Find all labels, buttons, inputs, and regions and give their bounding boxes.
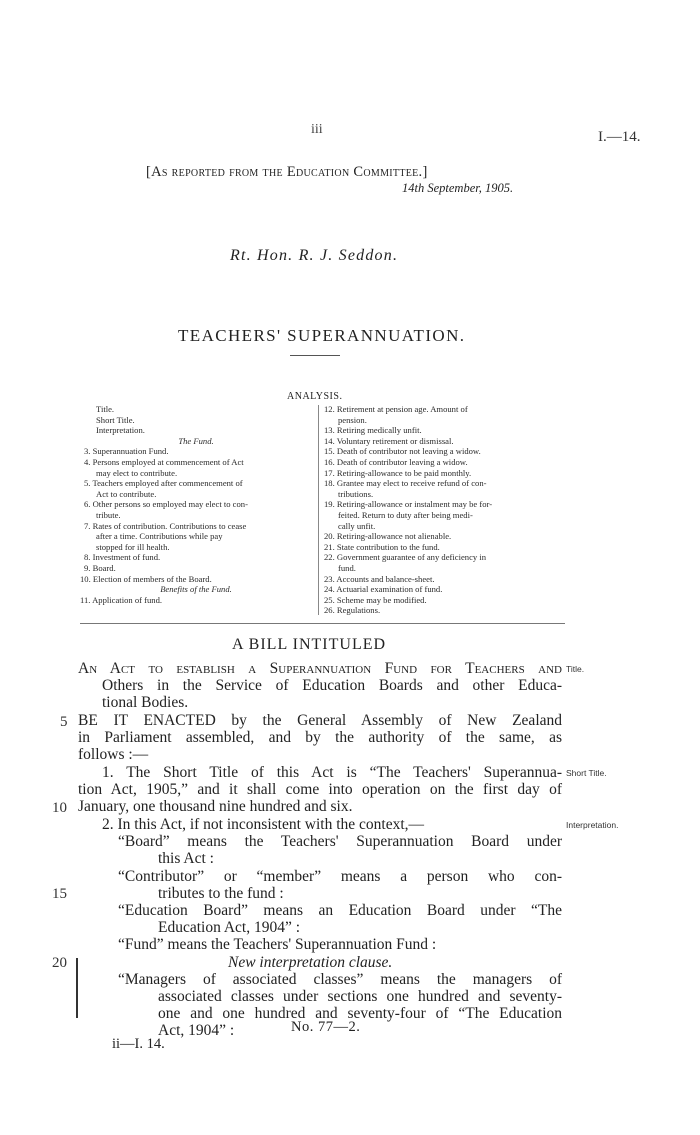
- line-number: 20: [52, 955, 67, 971]
- definition-line: “Education Board” means an Education Board under “The: [118, 902, 562, 920]
- sponsor-name: Rt. Hon. R. J. Seddon.: [230, 247, 399, 264]
- definition-line: one and one hundred and seventy-four of “The Education: [158, 1005, 562, 1023]
- analysis-entry: tribute.: [96, 509, 121, 520]
- preamble-line: Others in the Service of Education Boards and other Educa-: [102, 677, 562, 695]
- analysis-entry: 15. Death of contributor not leaving a widow.: [324, 446, 481, 457]
- line-number: 10: [52, 800, 67, 816]
- preamble-line: An Act to establish a Superannuation Fund for Teachers and: [78, 660, 562, 677]
- analysis-entry: 23. Accounts and balance-sheet.: [324, 573, 435, 584]
- footer-reference: ii—I. 14.: [112, 1036, 165, 1052]
- analysis-right-column: [324, 404, 564, 616]
- analysis-entry: 7. Rates of contribution. Contributions to cease: [84, 520, 247, 531]
- preamble: [78, 660, 562, 712]
- analysis-entry: cally unfit.: [338, 520, 376, 531]
- analysis-entry: fund.: [338, 562, 356, 573]
- margin-note-interpretation: Interpretation.: [566, 820, 619, 830]
- bill-heading: A BILL INTITULED: [232, 636, 387, 653]
- definition-line: “Fund” means the Teachers' Superannuation Fund :: [118, 936, 437, 954]
- preamble-line: tional Bodies.: [102, 694, 189, 712]
- analysis-entry: 11. Application of fund.: [80, 594, 163, 605]
- analysis-entry: 22. Government guarantee of any deficiency in: [324, 552, 487, 563]
- definition-line: Act, 1904” :: [158, 1022, 235, 1040]
- analysis-entry: 17. Retiring-allowance to be paid monthly.: [324, 467, 472, 478]
- analysis-entry: 26. Regulations.: [324, 605, 381, 616]
- line-number: 5: [60, 714, 68, 730]
- analysis-entry: 20. Retiring-allowance not alienable.: [324, 531, 452, 542]
- analysis-entry: 21. State contribution to the fund.: [324, 541, 440, 552]
- analysis-entry: Title.: [96, 404, 115, 414]
- analysis-entry: 13. Retiring medically unfit.: [324, 425, 422, 436]
- new-clause-heading: New interpretation clause.: [228, 953, 393, 971]
- analysis-left-column: [80, 404, 312, 605]
- analysis-divider: [318, 405, 319, 615]
- report-line: [As reported from the Education Committee.]: [146, 164, 428, 180]
- analysis-heading: ANALYSIS.: [287, 391, 343, 402]
- section-2: [78, 816, 562, 1040]
- analysis-bottom-rule: [80, 623, 565, 624]
- page-title: TEACHERS' SUPERANNUATION.: [178, 326, 466, 345]
- analysis-entry: may elect to contribute.: [96, 467, 178, 478]
- analysis-entry: stopped for ill health.: [96, 541, 170, 552]
- analysis-entry: 18. Grantee may elect to receive refund of con-: [324, 478, 487, 489]
- title-rule: [290, 355, 340, 356]
- definition-line: this Act :: [158, 850, 214, 868]
- definition-line: tributes to the fund :: [158, 884, 284, 902]
- margin-note-title: Title.: [566, 664, 585, 674]
- enact-line: follows :—: [78, 746, 149, 764]
- analysis-entry: pension.: [338, 414, 367, 425]
- analysis-entry: 4. Persons employed at commencement of Act: [84, 456, 244, 467]
- margin-note-short-title: Short Title.: [566, 768, 607, 778]
- analysis-entry: 14. Voluntary retirement or dismissal.: [324, 435, 454, 446]
- enact-line: BE IT ENACTED by the General Assembly of New Zealand: [78, 712, 562, 729]
- definition-line: associated classes under sections one hundred and seventy-: [158, 988, 562, 1006]
- section-2-intro: 2. In this Act, if not inconsistent with the context,—: [102, 816, 425, 833]
- page-roman-number: iii: [311, 122, 323, 137]
- analysis-entry: 19. Retiring-allowance or instalment may be for-: [324, 499, 493, 510]
- definition-line: “Contributor” or “member” means a person who con-: [118, 867, 562, 885]
- section-1-line: tion Act, 1905,” and it shall come into operation on the first day of: [78, 781, 562, 799]
- analysis-entry: 6. Other persons so employed may elect to con-: [84, 499, 248, 510]
- section-1-line: January, one thousand nine hundred and six.: [78, 798, 353, 816]
- definition-line: “Board” means the Teachers' Superannuation Board under: [118, 833, 562, 851]
- enacting-clause: [78, 712, 562, 764]
- analysis-entry: 12. Retirement at pension age. Amount of: [324, 404, 468, 414]
- analysis-entry: 9. Board.: [84, 562, 116, 573]
- line-number: 15: [52, 886, 67, 902]
- analysis-entry: 10. Election of members of the Board.: [80, 573, 212, 584]
- report-date: 14th September, 1905.: [402, 181, 514, 195]
- analysis-entry: tributions.: [338, 488, 374, 499]
- enact-line: in Parliament assembled, and by the authority of the same, as: [78, 729, 562, 747]
- analysis-entry: Act to contribute.: [96, 488, 157, 499]
- section-1: [78, 764, 562, 816]
- analysis-entry: after a time. Contributions while pay: [96, 531, 223, 542]
- analysis-entry: 16. Death of contributor leaving a widow.: [324, 456, 468, 467]
- definition-line: “Managers of associated classes” means the managers of: [118, 970, 562, 988]
- definition-line: Education Act, 1904” :: [158, 919, 301, 937]
- analysis-entry: 8. Investment of fund.: [84, 552, 161, 563]
- analysis-entry: Interpretation.: [96, 425, 145, 436]
- bill-number: No. 77—2.: [291, 1019, 361, 1035]
- analysis-entry: 5. Teachers employed after commencement of: [84, 478, 243, 489]
- analysis-entry: Short Title.: [96, 414, 135, 425]
- analysis-subheading: The Fund.: [178, 435, 214, 446]
- analysis-entry: 24. Actuarial examination of fund.: [324, 584, 443, 595]
- analysis-entry: feited. Return to duty after being medi-: [338, 509, 473, 520]
- analysis-subheading: Benefits of the Fund.: [160, 584, 232, 595]
- document-reference: I.—14.: [598, 129, 641, 145]
- analysis-entry: 25. Scheme may be modified.: [324, 594, 427, 605]
- analysis-entry: 3. Superannuation Fund.: [84, 446, 169, 457]
- amendment-bar: [76, 958, 78, 1018]
- section-1-line: 1. The Short Title of this Act is “The Teachers' Superannua-: [102, 764, 562, 781]
